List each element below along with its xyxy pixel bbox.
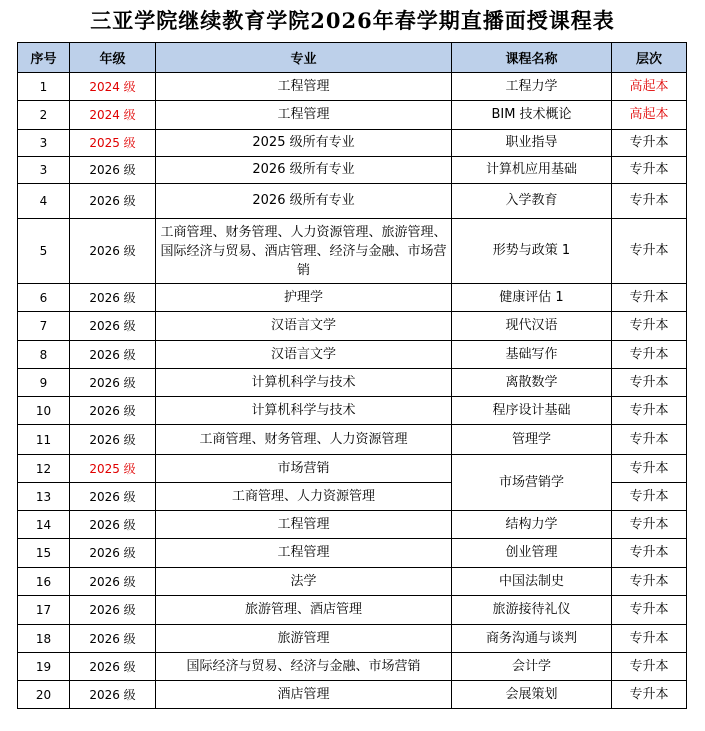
cell-major: 2025 级所有专业 xyxy=(156,130,452,157)
cell-level: 专升本 xyxy=(612,425,687,455)
cell-grade: 2026 级 xyxy=(70,284,156,312)
cell-major: 2026 级所有专业 xyxy=(156,157,452,184)
cell-level: 高起本 xyxy=(612,101,687,130)
cell-grade: 2026 级 xyxy=(70,369,156,397)
table-row xyxy=(18,341,687,369)
cell-no: 17 xyxy=(18,596,70,625)
table-row xyxy=(18,73,687,101)
cell-major: 工商管理、人力资源管理 xyxy=(156,483,452,511)
cell-course: 管理学 xyxy=(452,425,612,455)
cell-grade: 2025 级 xyxy=(70,130,156,157)
cell-major: 工程管理 xyxy=(156,101,452,130)
cell-no: 5 xyxy=(18,219,70,284)
cell-course: 职业指导 xyxy=(452,130,612,157)
header-no: 序号 xyxy=(18,43,70,73)
cell-grade: 2026 级 xyxy=(70,625,156,653)
cell-level: 专升本 xyxy=(612,539,687,568)
cell-course: 形势与政策 1 xyxy=(452,219,612,284)
cell-course: 会展策划 xyxy=(452,681,612,709)
cell-level: 专升本 xyxy=(612,369,687,397)
cell-course: 程序设计基础 xyxy=(452,397,612,425)
table-row xyxy=(18,184,687,219)
header-major: 专业 xyxy=(156,43,452,73)
cell-course: 入学教育 xyxy=(452,184,612,219)
cell-grade: 2026 级 xyxy=(70,568,156,596)
cell-course: 创业管理 xyxy=(452,539,612,568)
cell-grade: 2026 级 xyxy=(70,312,156,341)
cell-grade: 2026 级 xyxy=(70,483,156,511)
cell-major: 旅游管理、酒店管理 xyxy=(156,596,452,625)
cell-grade: 2026 级 xyxy=(70,219,156,284)
cell-major: 工程管理 xyxy=(156,539,452,568)
cell-course: 基础写作 xyxy=(452,341,612,369)
cell-major: 市场营销 xyxy=(156,455,452,483)
cell-level: 专升本 xyxy=(612,681,687,709)
table-row xyxy=(18,219,687,284)
table-row xyxy=(18,101,687,130)
cell-major: 工程管理 xyxy=(156,511,452,539)
cell-grade: 2026 级 xyxy=(70,596,156,625)
cell-no: 8 xyxy=(18,341,70,369)
cell-level: 专升本 xyxy=(612,397,687,425)
cell-major: 汉语言文学 xyxy=(156,312,452,341)
table-row xyxy=(18,455,687,483)
cell-no: 19 xyxy=(18,653,70,681)
table-row xyxy=(18,397,687,425)
cell-no: 9 xyxy=(18,369,70,397)
cell-grade: 2026 级 xyxy=(70,539,156,568)
table-header-row xyxy=(18,43,687,73)
cell-level: 专升本 xyxy=(612,184,687,219)
cell-level: 专升本 xyxy=(612,284,687,312)
cell-grade: 2024 级 xyxy=(70,73,156,101)
cell-course: 结构力学 xyxy=(452,511,612,539)
cell-course: 健康评估 1 xyxy=(452,284,612,312)
cell-grade: 2026 级 xyxy=(70,653,156,681)
table-row xyxy=(18,425,687,455)
cell-course: 工程力学 xyxy=(452,73,612,101)
table-row xyxy=(18,511,687,539)
cell-no: 2 xyxy=(18,101,70,130)
cell-grade: 2026 级 xyxy=(70,341,156,369)
table-row xyxy=(18,369,687,397)
cell-grade: 2026 级 xyxy=(70,184,156,219)
cell-course: 现代汉语 xyxy=(452,312,612,341)
cell-major: 工程管理 xyxy=(156,73,452,101)
cell-grade: 2025 级 xyxy=(70,455,156,483)
cell-level: 专升本 xyxy=(612,511,687,539)
table-row xyxy=(18,157,687,184)
cell-major: 工商管理、财务管理、人力资源管理 xyxy=(156,425,452,455)
table-row xyxy=(18,596,687,625)
cell-no: 10 xyxy=(18,397,70,425)
cell-course: 商务沟通与谈判 xyxy=(452,625,612,653)
cell-no: 16 xyxy=(18,568,70,596)
cell-no: 18 xyxy=(18,625,70,653)
cell-no: 13 xyxy=(18,483,70,511)
cell-major: 计算机科学与技术 xyxy=(156,369,452,397)
cell-major: 旅游管理 xyxy=(156,625,452,653)
cell-grade: 2026 级 xyxy=(70,397,156,425)
cell-grade: 2024 级 xyxy=(70,101,156,130)
cell-grade: 2026 级 xyxy=(70,681,156,709)
cell-level: 专升本 xyxy=(612,653,687,681)
cell-level: 专升本 xyxy=(612,625,687,653)
cell-grade: 2026 级 xyxy=(70,511,156,539)
cell-no: 15 xyxy=(18,539,70,568)
cell-major: 工商管理、财务管理、人力资源管理、旅游管理、国际经济与贸易、酒店管理、经济与金融、市场营销 xyxy=(156,219,452,284)
cell-no: 20 xyxy=(18,681,70,709)
header-level: 层次 xyxy=(612,43,687,73)
cell-no: 14 xyxy=(18,511,70,539)
cell-no: 11 xyxy=(18,425,70,455)
cell-level: 专升本 xyxy=(612,312,687,341)
table-body xyxy=(18,73,687,709)
cell-no: 12 xyxy=(18,455,70,483)
table-row xyxy=(18,653,687,681)
cell-level: 专升本 xyxy=(612,568,687,596)
cell-level: 专升本 xyxy=(612,219,687,284)
header-course: 课程名称 xyxy=(452,43,612,73)
table-row xyxy=(18,312,687,341)
cell-major: 护理学 xyxy=(156,284,452,312)
cell-grade: 2026 级 xyxy=(70,157,156,184)
cell-no: 1 xyxy=(18,73,70,101)
cell-level: 专升本 xyxy=(612,341,687,369)
table-row xyxy=(18,568,687,596)
cell-major: 酒店管理 xyxy=(156,681,452,709)
cell-course: BIM 技术概论 xyxy=(452,101,612,130)
table-row xyxy=(18,284,687,312)
cell-level: 专升本 xyxy=(612,157,687,184)
cell-course: 计算机应用基础 xyxy=(452,157,612,184)
table-row xyxy=(18,130,687,157)
cell-major: 计算机科学与技术 xyxy=(156,397,452,425)
cell-level: 专升本 xyxy=(612,596,687,625)
cell-no: 3 xyxy=(18,130,70,157)
cell-no: 7 xyxy=(18,312,70,341)
cell-course: 离散数学 xyxy=(452,369,612,397)
cell-no: 4 xyxy=(18,184,70,219)
cell-course: 市场营销学 xyxy=(452,455,612,511)
cell-major: 法学 xyxy=(156,568,452,596)
cell-course: 中国法制史 xyxy=(452,568,612,596)
cell-major: 2026 级所有专业 xyxy=(156,184,452,219)
cell-no: 3 xyxy=(18,157,70,184)
table-row xyxy=(18,625,687,653)
cell-course: 会计学 xyxy=(452,653,612,681)
page-title: 三亚学院继续教育学院2026年春学期直播面授课程表 xyxy=(90,8,615,33)
cell-major: 汉语言文学 xyxy=(156,341,452,369)
cell-grade: 2026 级 xyxy=(70,425,156,455)
course-schedule-table xyxy=(17,42,687,709)
cell-no: 6 xyxy=(18,284,70,312)
header-grade: 年级 xyxy=(70,43,156,73)
table-row xyxy=(18,681,687,709)
cell-level: 专升本 xyxy=(612,483,687,511)
cell-level: 专升本 xyxy=(612,455,687,483)
cell-course: 旅游接待礼仪 xyxy=(452,596,612,625)
cell-level: 高起本 xyxy=(612,73,687,101)
table-row xyxy=(18,539,687,568)
cell-major: 国际经济与贸易、经济与金融、市场营销 xyxy=(156,653,452,681)
cell-level: 专升本 xyxy=(612,130,687,157)
